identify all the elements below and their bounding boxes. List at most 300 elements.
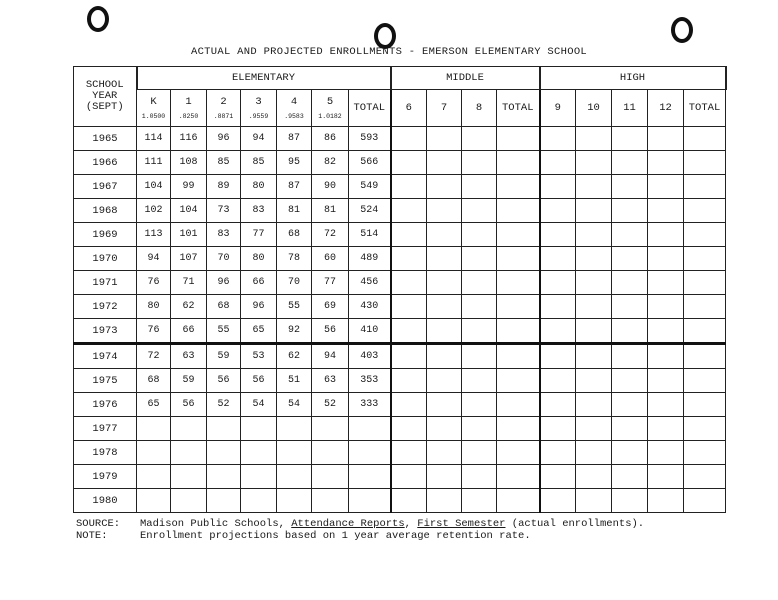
retention-rate: 1.0182 <box>318 113 342 120</box>
enrollment-cell: 107 <box>171 247 207 271</box>
enrollment-cell: 95 <box>277 151 312 175</box>
year-cell: 1978 <box>74 441 137 465</box>
grade-header-3 <box>241 90 277 127</box>
elementary-total-cell: 524 <box>349 199 391 223</box>
middle-cell <box>462 271 497 295</box>
note-line <box>76 530 644 542</box>
enrollment-cell <box>207 417 241 441</box>
enrollment-cell <box>241 465 277 489</box>
table-row <box>74 223 726 247</box>
enrollment-cell: 116 <box>171 127 207 151</box>
high-cell <box>648 247 684 271</box>
table-row <box>74 344 726 369</box>
enrollment-cell: 63 <box>312 369 349 393</box>
table-row <box>74 319 726 344</box>
middle-cell <box>427 369 462 393</box>
elementary-total-cell: 489 <box>349 247 391 271</box>
enrollment-cell: 72 <box>312 223 349 247</box>
enrollment-cell: 62 <box>277 344 312 369</box>
high-cell <box>576 393 612 417</box>
elementary-total-cell: 353 <box>349 369 391 393</box>
middle-cell <box>427 489 462 513</box>
enrollment-cell: 80 <box>137 295 171 319</box>
middle-cell <box>462 151 497 175</box>
elementary-total-cell: 410 <box>349 319 391 344</box>
high-cell <box>684 151 726 175</box>
high-cell <box>648 199 684 223</box>
enrollment-cell <box>171 441 207 465</box>
middle-cell <box>427 295 462 319</box>
middle-cell <box>391 393 427 417</box>
middle-cell <box>462 417 497 441</box>
high-cell <box>540 295 576 319</box>
middle-cell <box>427 441 462 465</box>
high-cell <box>684 344 726 369</box>
middle-cell <box>462 344 497 369</box>
middle-cell <box>497 489 540 513</box>
enrollment-cell <box>137 441 171 465</box>
high-cell <box>684 489 726 513</box>
middle-cell <box>427 223 462 247</box>
middle-cell <box>391 489 427 513</box>
year-cell: 1975 <box>74 369 137 393</box>
enrollment-cell: 89 <box>207 175 241 199</box>
high-cell <box>540 319 576 344</box>
middle-cell <box>462 175 497 199</box>
high-cell <box>612 247 648 271</box>
enrollment-cell: 96 <box>207 271 241 295</box>
table-row <box>74 441 726 465</box>
high-cell <box>612 393 648 417</box>
enrollment-cell: 102 <box>137 199 171 223</box>
high-cell <box>684 369 726 393</box>
middle-cell <box>427 151 462 175</box>
table-row <box>74 127 726 151</box>
enrollment-cell <box>207 441 241 465</box>
middle-cell <box>391 369 427 393</box>
year-cell: 1970 <box>74 247 137 271</box>
enrollment-cell <box>312 417 349 441</box>
middle-cell <box>391 247 427 271</box>
middle-cell <box>497 441 540 465</box>
high-cell <box>540 247 576 271</box>
middle-cell <box>462 223 497 247</box>
enrollment-cell <box>137 489 171 513</box>
high-cell <box>684 417 726 441</box>
high-cell <box>540 393 576 417</box>
enrollment-cell: 59 <box>171 369 207 393</box>
middle-cell <box>427 271 462 295</box>
enrollment-cell: 92 <box>277 319 312 344</box>
high-cell <box>540 127 576 151</box>
enrollment-cell <box>277 441 312 465</box>
elementary-total-cell: 403 <box>349 344 391 369</box>
enrollment-cell: 96 <box>241 295 277 319</box>
enrollment-cell: 51 <box>277 369 312 393</box>
page-title: ACTUAL AND PROJECTED ENROLLMENTS - EMERSON ELEMENTARY SCHOOL <box>190 46 588 58</box>
note-label: NOTE: <box>76 530 108 542</box>
high-cell <box>684 319 726 344</box>
high-cell <box>540 175 576 199</box>
year-cell: 1976 <box>74 393 137 417</box>
enrollment-cell: 56 <box>171 393 207 417</box>
enrollment-cell: 104 <box>171 199 207 223</box>
high-cell <box>540 417 576 441</box>
table-row <box>74 465 726 489</box>
retention-rate: .8871 <box>213 113 234 120</box>
middle-cell <box>497 199 540 223</box>
year-cell: 1971 <box>74 271 137 295</box>
table-row <box>74 271 726 295</box>
high-cell <box>612 369 648 393</box>
elementary-total-cell <box>349 489 391 513</box>
year-cell: 1980 <box>74 489 137 513</box>
year-cell: 1966 <box>74 151 137 175</box>
enrollment-cell <box>171 465 207 489</box>
enrollment-cell: 87 <box>277 127 312 151</box>
enrollment-cell: 52 <box>207 393 241 417</box>
high-cell <box>684 175 726 199</box>
high-cell <box>612 127 648 151</box>
enrollment-cell: 52 <box>312 393 349 417</box>
middle-cell <box>462 295 497 319</box>
high-cell <box>576 369 612 393</box>
enrollment-cell: 80 <box>241 247 277 271</box>
table-row <box>74 489 726 513</box>
elementary-total-cell: 430 <box>349 295 391 319</box>
enrollment-cell <box>137 417 171 441</box>
elementary-total-cell <box>349 417 391 441</box>
elementary-total-cell: 566 <box>349 151 391 175</box>
enrollment-cell <box>277 489 312 513</box>
high-cell <box>612 344 648 369</box>
high-cell <box>648 271 684 295</box>
enrollment-cell: 77 <box>241 223 277 247</box>
middle-cell <box>497 271 540 295</box>
source-line <box>76 518 644 530</box>
enrollment-cell: 66 <box>241 271 277 295</box>
middle-cell <box>497 175 540 199</box>
enrollment-cell: 83 <box>207 223 241 247</box>
middle-cell <box>497 223 540 247</box>
enrollment-cell: 56 <box>207 369 241 393</box>
high-cell <box>648 223 684 247</box>
enrollment-cell: 72 <box>137 344 171 369</box>
high-cell <box>648 489 684 513</box>
middle-cell <box>391 199 427 223</box>
high-cell <box>540 344 576 369</box>
enrollment-cell <box>312 489 349 513</box>
high-cell <box>540 489 576 513</box>
middle-cell <box>462 489 497 513</box>
high-cell <box>648 127 684 151</box>
high-cell <box>684 465 726 489</box>
enrollment-cell: 71 <box>171 271 207 295</box>
enrollment-cell <box>277 417 312 441</box>
high-cell <box>576 295 612 319</box>
grade-header-1 <box>171 90 207 127</box>
high-cell <box>576 223 612 247</box>
high-header: HIGH <box>540 67 726 90</box>
enrollment-cell <box>207 489 241 513</box>
enrollment-cell: 108 <box>171 151 207 175</box>
enrollment-cell <box>312 465 349 489</box>
high-cell <box>612 319 648 344</box>
middle-cell <box>391 295 427 319</box>
table-row <box>74 199 726 223</box>
high-cell <box>576 151 612 175</box>
table-row <box>74 175 726 199</box>
middle-cell <box>391 271 427 295</box>
middle-cell <box>497 247 540 271</box>
source-doc-attendance: Attendance Reports <box>291 518 405 530</box>
high-cell <box>540 465 576 489</box>
retention-rate: 1.0500 <box>141 113 166 120</box>
grade-header-k <box>137 90 171 127</box>
year-cell: 1977 <box>74 417 137 441</box>
table-row <box>74 151 726 175</box>
middle-cell <box>391 175 427 199</box>
middle-cell <box>427 127 462 151</box>
middle-cell <box>462 127 497 151</box>
elementary-total-cell <box>349 441 391 465</box>
enrollment-cell: 65 <box>137 393 171 417</box>
elementary-total-cell: 514 <box>349 223 391 247</box>
enrollment-cell: 101 <box>171 223 207 247</box>
middle-cell <box>497 344 540 369</box>
enrollment-cell: 69 <box>312 295 349 319</box>
enrollment-cell: 94 <box>312 344 349 369</box>
high-cell <box>540 151 576 175</box>
enrollment-cell <box>137 465 171 489</box>
year-cell: 1969 <box>74 223 137 247</box>
enrollment-cell: 76 <box>137 271 171 295</box>
high-cell <box>648 295 684 319</box>
enrollment-cell: 65 <box>241 319 277 344</box>
middle-cell <box>462 441 497 465</box>
elementary-total-header: TOTAL <box>349 90 391 127</box>
middle-cell <box>462 319 497 344</box>
enrollment-cell: 78 <box>277 247 312 271</box>
high-cell <box>540 271 576 295</box>
high-cell <box>648 393 684 417</box>
grade-header-10: 10 <box>576 90 612 127</box>
high-cell <box>540 441 576 465</box>
high-cell <box>612 295 648 319</box>
high-cell <box>540 369 576 393</box>
enrollment-cell: 53 <box>241 344 277 369</box>
year-cell: 1972 <box>74 295 137 319</box>
year-cell: 1968 <box>74 199 137 223</box>
middle-cell <box>462 465 497 489</box>
middle-cell <box>462 199 497 223</box>
punch-hole-left <box>87 6 109 32</box>
school-year-header: SCHOOL YEAR (SEPT) <box>74 67 137 127</box>
enrollment-cell: 99 <box>171 175 207 199</box>
middle-cell <box>497 465 540 489</box>
grade-header-2 <box>207 90 241 127</box>
middle-cell <box>427 319 462 344</box>
year-cell: 1979 <box>74 465 137 489</box>
high-cell <box>612 441 648 465</box>
table-row <box>74 369 726 393</box>
high-cell <box>576 489 612 513</box>
high-cell <box>648 151 684 175</box>
high-cell <box>648 175 684 199</box>
middle-cell <box>391 223 427 247</box>
enrollment-cell: 54 <box>241 393 277 417</box>
grade-label: 4 <box>290 96 298 108</box>
high-cell <box>540 199 576 223</box>
middle-cell <box>427 417 462 441</box>
retention-rate: .9583 <box>284 113 304 120</box>
middle-cell <box>391 344 427 369</box>
high-cell <box>612 223 648 247</box>
middle-cell <box>427 465 462 489</box>
enrollment-cell: 94 <box>241 127 277 151</box>
elementary-total-cell: 593 <box>349 127 391 151</box>
enrollment-cell: 80 <box>241 175 277 199</box>
grade-label: K <box>150 96 157 108</box>
high-cell <box>684 393 726 417</box>
middle-cell <box>427 247 462 271</box>
enrollment-cell: 82 <box>312 151 349 175</box>
elementary-total-cell: 456 <box>349 271 391 295</box>
enrollment-cell: 81 <box>277 199 312 223</box>
source-doc-semester: First Semester <box>417 518 506 530</box>
high-cell <box>540 223 576 247</box>
enrollment-cell: 94 <box>137 247 171 271</box>
enrollment-cell: 73 <box>207 199 241 223</box>
high-cell <box>576 271 612 295</box>
middle-cell <box>427 344 462 369</box>
enrollment-cell: 81 <box>312 199 349 223</box>
year-cell: 1965 <box>74 127 137 151</box>
grade-label: 3 <box>255 96 262 108</box>
enrollment-cell: 55 <box>207 319 241 344</box>
table-row <box>74 247 726 271</box>
middle-cell <box>462 247 497 271</box>
high-cell <box>612 271 648 295</box>
high-cell <box>684 441 726 465</box>
high-cell <box>612 199 648 223</box>
source-suffix: (actual enrollments). <box>505 518 645 530</box>
retention-rate: .8250 <box>178 113 199 120</box>
enrollment-cell: 113 <box>137 223 171 247</box>
grade-header-6: 6 <box>391 90 427 127</box>
middle-cell <box>497 151 540 175</box>
enrollment-cell <box>241 441 277 465</box>
grade-header-4 <box>277 90 312 127</box>
elementary-total-cell: 333 <box>349 393 391 417</box>
high-cell <box>612 465 648 489</box>
grade-header-8: 8 <box>462 90 497 127</box>
enrollment-cell: 60 <box>312 247 349 271</box>
middle-cell <box>462 369 497 393</box>
grade-header-5 <box>312 90 349 127</box>
middle-cell <box>497 127 540 151</box>
high-cell <box>684 127 726 151</box>
high-cell <box>612 489 648 513</box>
elementary-header: ELEMENTARY <box>137 67 391 90</box>
source-sep: , <box>404 518 418 530</box>
middle-cell <box>391 319 427 344</box>
high-cell <box>576 417 612 441</box>
high-cell <box>576 199 612 223</box>
enrollment-cell <box>241 489 277 513</box>
high-cell <box>648 441 684 465</box>
source-label: SOURCE: <box>76 518 121 530</box>
high-cell <box>612 417 648 441</box>
enrollment-cell: 111 <box>137 151 171 175</box>
enrollment-cell: 59 <box>207 344 241 369</box>
high-total-header: TOTAL <box>684 90 726 127</box>
enrollment-cell: 86 <box>312 127 349 151</box>
enrollment-cell: 90 <box>312 175 349 199</box>
high-cell <box>648 465 684 489</box>
middle-cell <box>497 369 540 393</box>
grade-header-11: 11 <box>612 90 648 127</box>
grade-label: 2 <box>220 96 227 108</box>
enrollment-cell: 66 <box>171 319 207 344</box>
middle-cell <box>391 127 427 151</box>
high-cell <box>576 344 612 369</box>
enrollment-cell: 70 <box>277 271 312 295</box>
high-cell <box>576 127 612 151</box>
enrollment-cell: 68 <box>207 295 241 319</box>
note-text: Enrollment projections based on 1 year average retention rate. <box>140 530 531 542</box>
high-cell <box>612 151 648 175</box>
grade-label: 1 <box>185 96 192 108</box>
enrollment-cell: 68 <box>137 369 171 393</box>
high-cell <box>648 417 684 441</box>
high-cell <box>648 319 684 344</box>
grade-header-9: 9 <box>540 90 576 127</box>
enrollment-table <box>73 66 727 513</box>
table-row <box>74 417 726 441</box>
enrollment-cell <box>171 489 207 513</box>
enrollment-cell: 62 <box>171 295 207 319</box>
high-cell <box>576 465 612 489</box>
enrollment-cell: 76 <box>137 319 171 344</box>
high-cell <box>648 344 684 369</box>
year-cell: 1967 <box>74 175 137 199</box>
middle-cell <box>391 465 427 489</box>
enrollment-cell: 68 <box>277 223 312 247</box>
middle-header: MIDDLE <box>391 67 540 90</box>
enrollment-cell: 85 <box>241 151 277 175</box>
year-cell: 1974 <box>74 344 137 369</box>
enrollment-cell: 114 <box>137 127 171 151</box>
high-cell <box>684 223 726 247</box>
enrollment-cell: 54 <box>277 393 312 417</box>
enrollment-cell: 85 <box>207 151 241 175</box>
elementary-total-cell <box>349 465 391 489</box>
source-prefix: Madison Public Schools, <box>140 518 292 530</box>
high-cell <box>684 247 726 271</box>
enrollment-cell <box>312 441 349 465</box>
high-cell <box>684 199 726 223</box>
high-cell <box>684 271 726 295</box>
enrollment-cell: 96 <box>207 127 241 151</box>
middle-cell <box>497 319 540 344</box>
enrollment-cell: 87 <box>277 175 312 199</box>
enrollment-cell: 56 <box>241 369 277 393</box>
footer-notes <box>76 518 644 542</box>
enrollment-cell: 56 <box>312 319 349 344</box>
middle-cell <box>497 393 540 417</box>
grade-label: 5 <box>326 96 334 108</box>
